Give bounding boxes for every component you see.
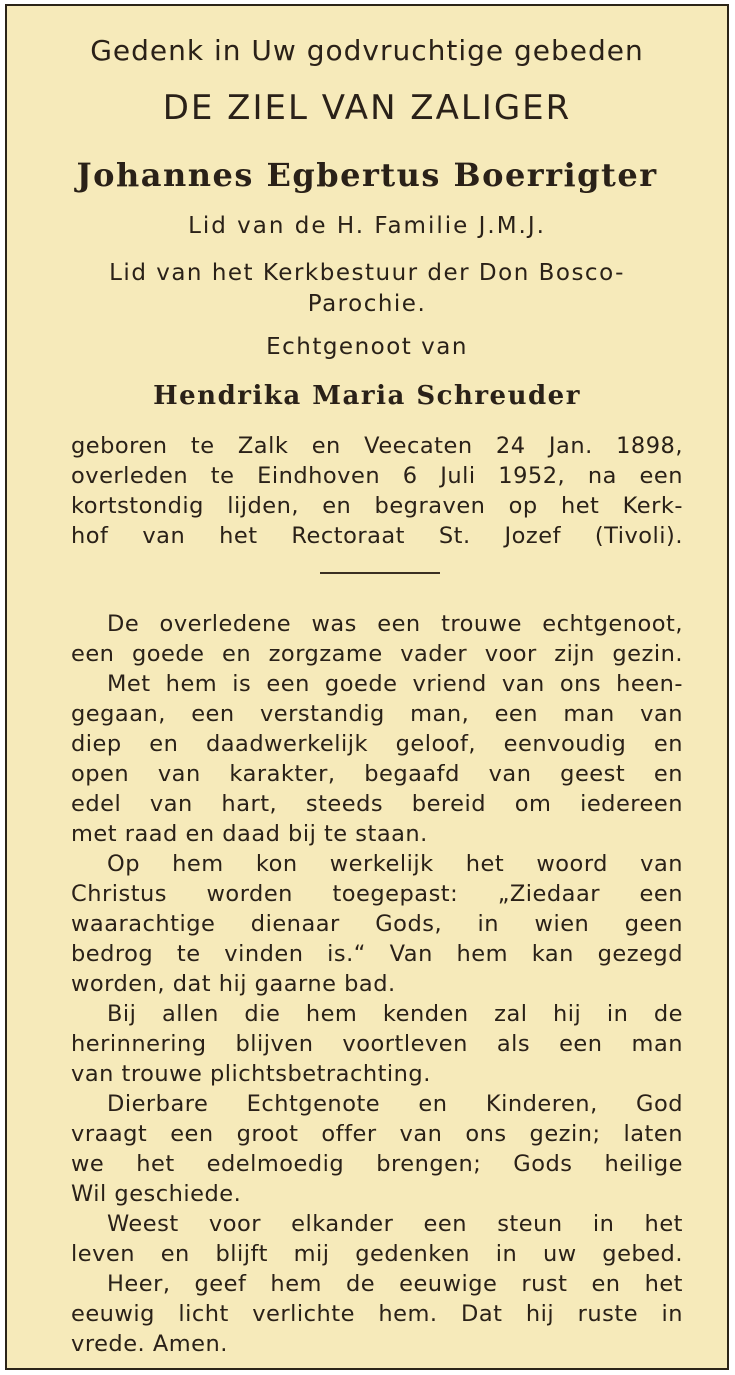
soul-heading: DE ZIEL VAN ZALIGER	[162, 88, 572, 128]
eulogy-line: Met hem is een goede vriend van ons heen-	[107, 671, 683, 697]
biography-block	[71, 431, 683, 551]
eulogy-line: Op hem kon werkelijk het woord van	[107, 851, 683, 877]
eulogy-line: met raad en daad bij te staan.	[71, 821, 428, 847]
eulogy-line: eeuwig licht verlichte hem. Dat hij ruste in	[71, 1301, 683, 1327]
eulogy-block	[71, 609, 683, 1359]
spouse-name: Hendrika Maria Schreuder	[153, 381, 581, 411]
eulogy-line: De overledene was een trouwe echtgenoot,	[107, 611, 683, 637]
eulogy-line: Dierbare Echtgenote en Kinderen, God	[107, 1091, 683, 1117]
eulogy-line: een goede en zorgzame vader voor zijn gezin.	[71, 641, 683, 667]
membership-line-2a: Lid van het Kerkbestuur der Don Bosco-	[109, 260, 625, 286]
bio-line: geboren te Zalk en Veecaten 24 Jan. 1898,	[71, 433, 683, 459]
bio-line: hof van het Rectoraat St. Jozef (Tivoli).	[71, 523, 683, 549]
deceased-name: Johannes Egbertus Boerrigter	[76, 156, 658, 194]
eulogy-line: bedrog te vinden is.“ Van hem kan gezegd	[71, 941, 683, 967]
eulogy-line: vraagt een groot offer van ons gezin; laten	[71, 1121, 683, 1147]
eulogy-line: leven en blijft mij gedenken in uw gebed.	[71, 1241, 683, 1267]
memorial-card	[5, 4, 729, 1370]
membership-line-2	[7, 258, 727, 320]
membership-line-1: Lid van de H. Familie J.M.J.	[188, 213, 546, 239]
bio-line: overleden te Eindhoven 6 Juli 1952, na een	[71, 463, 683, 489]
eulogy-line: vrede. Amen.	[71, 1331, 228, 1357]
bio-line: kortstondig lijden, en begraven op het Kerk-	[71, 493, 683, 519]
eulogy-line: open van karakter, begaafd van geest en	[71, 761, 683, 787]
eulogy-line: Weest voor elkander een steun in het	[107, 1211, 683, 1237]
eulogy-line: waarachtige dienaar Gods, in wien geen	[71, 911, 683, 937]
eulogy-line: Christus worden toegepast: „Ziedaar een	[71, 881, 683, 907]
divider-line	[320, 572, 440, 574]
prayer-request-line: Gedenk in Uw godvruchtige gebeden	[90, 34, 644, 67]
eulogy-line: Bij allen die hem kenden zal hij in de	[107, 1001, 683, 1027]
eulogy-line: Heer, geef hem de eeuwige rust en het	[107, 1271, 683, 1297]
eulogy-line: van trouwe plichtsbetrachting.	[71, 1061, 431, 1087]
eulogy-line: diep en daadwerkelijk geloof, eenvoudig en	[71, 731, 683, 757]
eulogy-line: worden, dat hij gaarne bad.	[71, 971, 396, 997]
eulogy-line: herinnering blijven voortleven als een man	[71, 1031, 683, 1057]
eulogy-line: edel van hart, steeds bereid om iedereen	[71, 791, 683, 817]
eulogy-line: Wil geschiede.	[71, 1181, 242, 1207]
eulogy-line: we het edelmoedig brengen; Gods heilige	[71, 1151, 683, 1177]
spouse-intro: Echtgenoot van	[266, 334, 468, 360]
membership-line-2b: Parochie.	[307, 291, 427, 317]
eulogy-line: gegaan, een verstandig man, een man van	[71, 701, 683, 727]
